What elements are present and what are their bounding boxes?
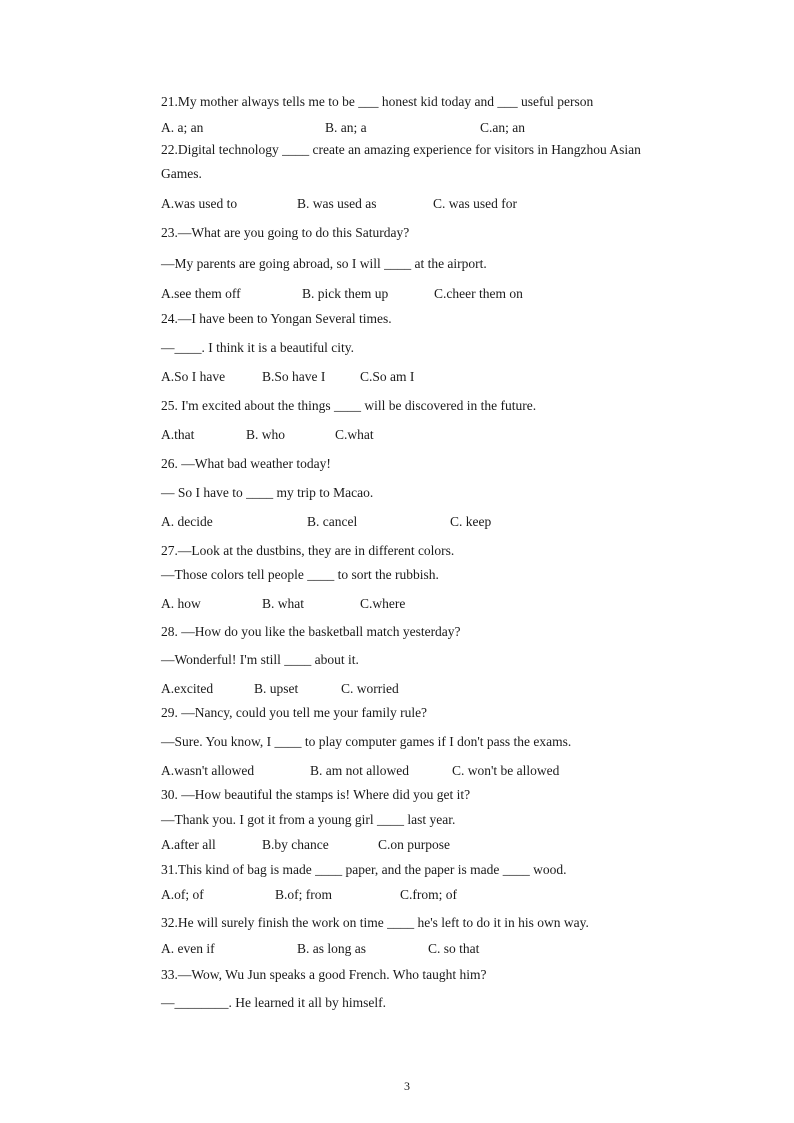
question-26-option-a: A. decide (161, 514, 213, 529)
question-21-option-a: A. a; an (161, 120, 204, 135)
question-33-text-cont: —________. He learned it all by himself. (161, 995, 386, 1010)
question-32-option-b: B. as long as (297, 941, 366, 956)
question-31-option-a: A.of; of (161, 887, 204, 902)
question-31-option-b: B.of; from (275, 887, 332, 902)
question-30-option-b: B.by chance (262, 837, 329, 852)
question-23-option-c: C.cheer them on (434, 286, 523, 301)
question-29-option-a: A.wasn't allowed (161, 763, 255, 778)
question-24-option-b: B.So have I (262, 369, 326, 384)
question-26-option-b: B. cancel (307, 514, 358, 529)
question-32-text: 32.He will surely finish the work on time ____ he's left to do it in his own way. (161, 915, 589, 930)
question-22-text-cont: Games. (161, 166, 202, 181)
question-22-option-a: A.was used to (161, 196, 238, 211)
question-30-option-c: C.on purpose (378, 837, 450, 852)
question-27-text: 27.—Look at the dustbins, they are in different colors. (161, 543, 455, 558)
question-24-text-cont: —____. I think it is a beautiful city. (161, 340, 354, 355)
question-23-option-b: B. pick them up (302, 286, 389, 301)
question-29-option-b: B. am not allowed (310, 763, 409, 778)
question-29-option-c: C. won't be allowed (452, 763, 560, 778)
question-24-text: 24.—I have been to Yongan Several times. (161, 311, 392, 326)
question-26-text: 26. —What bad weather today! (161, 456, 331, 471)
question-33-text: 33.—Wow, Wu Jun speaks a good French. Who taught him? (161, 967, 487, 982)
question-28-option-b: B. upset (254, 681, 299, 696)
question-31-option-c: C.from; of (400, 887, 457, 902)
question-26-text-cont: — So I have to ____ my trip to Macao. (161, 485, 374, 500)
question-22-option-b: B. was used as (297, 196, 377, 211)
question-22-option-c: C. was used for (433, 196, 517, 211)
question-29-text: 29. —Nancy, could you tell me your family rule? (161, 705, 428, 720)
question-28-text-cont: —Wonderful! I'm still ____ about it. (161, 652, 359, 667)
question-25-text: 25. I'm excited about the things ____ will be discovered in the future. (161, 398, 537, 413)
question-28-option-a: A.excited (161, 681, 214, 696)
question-30-text: 30. —How beautiful the stamps is! Where did you get it? (161, 787, 471, 802)
question-25-option-a: A.that (161, 427, 195, 442)
question-21-option-b: B. an; a (325, 120, 367, 135)
page-number: 3 (404, 1079, 410, 1093)
question-27-option-c: C.where (360, 596, 406, 611)
question-32-option-c: C. so that (428, 941, 480, 956)
question-28-option-c: C. worried (341, 681, 399, 696)
question-23-text-cont: —My parents are going abroad, so I will ____ at the airport. (161, 256, 487, 271)
question-27-text-cont: —Those colors tell people ____ to sort the rubbish. (161, 567, 439, 582)
question-23-text: 23.—What are you going to do this Saturday? (161, 225, 410, 240)
question-32-option-a: A. even if (161, 941, 215, 956)
question-26-option-c: C. keep (450, 514, 492, 529)
question-31-text: 31.This kind of bag is made ____ paper, and the paper is made ____ wood. (161, 862, 567, 877)
question-28-text: 28. —How do you like the basketball match yesterday? (161, 624, 461, 639)
question-30-text-cont: —Thank you. I got it from a young girl ____ last year. (161, 812, 456, 827)
question-25-option-c: C.what (335, 427, 374, 442)
question-25-option-b: B. who (246, 427, 286, 442)
question-24-option-c: C.So am I (360, 369, 415, 384)
question-21-option-c: C.an; an (480, 120, 525, 135)
question-29-text-cont: —Sure. You know, I ____ to play computer games if I don't pass the exams. (161, 734, 572, 749)
question-21-text: 21.My mother always tells me to be ___ honest kid today and ___ useful person (161, 94, 594, 109)
question-30-option-a: A.after all (161, 837, 216, 852)
question-23-option-a: A.see them off (161, 286, 241, 301)
question-27-option-a: A. how (161, 596, 201, 611)
question-27-option-b: B. what (262, 596, 304, 611)
question-22-text: 22.Digital technology ____ create an amazing experience for visitors in Hangzhou Asian (161, 142, 641, 157)
question-24-option-a: A.So I have (161, 369, 226, 384)
